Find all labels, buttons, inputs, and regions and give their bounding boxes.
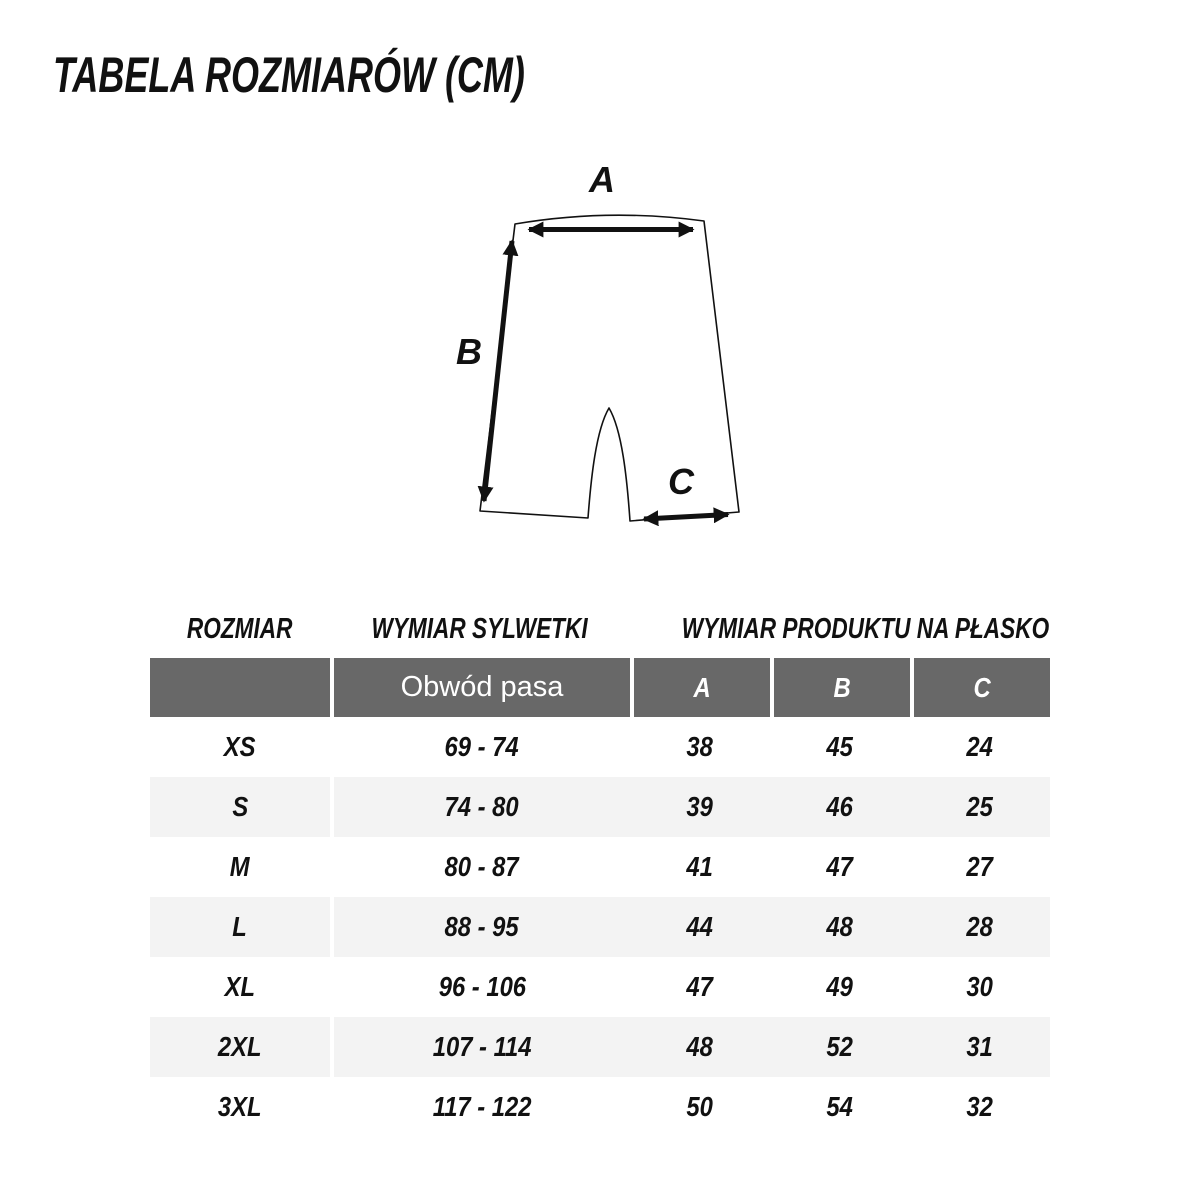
cell-size: L (150, 897, 330, 957)
subheader-waist: Obwód pasa (334, 658, 630, 717)
subheader-a: A (630, 658, 770, 717)
table-subheader-row (150, 658, 1050, 717)
table-row (150, 957, 1050, 1017)
diagram-label-b: B (456, 331, 482, 372)
cell-a: 50 (686, 1091, 714, 1122)
cell-c: 25 (966, 791, 994, 822)
diagram-label-a: A (589, 159, 615, 200)
table-row (150, 717, 1050, 777)
cell-size: 2XL (150, 1017, 330, 1077)
cell-size: M (230, 851, 250, 882)
cell-waist: 117 - 122 (432, 1091, 532, 1122)
table-group-header-row (150, 612, 1050, 646)
cell-c: 27 (966, 851, 994, 882)
cell-a: 44 (686, 911, 714, 942)
cell-c: 24 (966, 731, 994, 762)
shorts-outline (480, 215, 739, 521)
cell-waist: 74 - 80 (444, 791, 520, 822)
cell-waist: 96 - 106 (438, 971, 526, 1002)
table-row (150, 777, 1050, 837)
cell-a: 47 (686, 971, 714, 1002)
subheader-empty-cell (150, 658, 330, 717)
cell-b: 52 (826, 1031, 854, 1062)
cell-size: XL (224, 971, 256, 1002)
cell-a: 39 (686, 791, 714, 822)
cell-b: 45 (826, 731, 854, 762)
cell-b: 46 (826, 791, 854, 822)
page-title: TABELA ROZMIARÓW (CM) (53, 47, 525, 103)
cell-b: 47 (826, 851, 854, 882)
cell-size: S (150, 777, 330, 837)
cell-a: 38 (686, 731, 714, 762)
cell-b: 49 (826, 971, 854, 1002)
cell-size: 3XL (218, 1091, 262, 1122)
table-row (150, 1077, 1050, 1137)
cell-waist: 69 - 74 (444, 731, 520, 762)
cell-waist: 80 - 87 (444, 851, 520, 882)
cell-b: 54 (826, 1091, 854, 1122)
group-header-size: ROZMIAR (187, 613, 293, 645)
table-row (150, 837, 1050, 897)
table-row (150, 897, 1050, 957)
table-row (150, 1017, 1050, 1077)
diagram-label-c: C (668, 461, 694, 502)
shorts-diagram (430, 150, 790, 550)
subheader-c: C (910, 658, 1050, 717)
size-table (150, 612, 1050, 1137)
cell-c: 28 (966, 911, 994, 942)
cell-a: 48 (686, 1031, 714, 1062)
cell-waist: 107 - 114 (432, 1031, 532, 1062)
cell-size: XS (224, 731, 256, 762)
group-header-product: WYMIAR PRODUKTU NA PŁASKO (681, 613, 1050, 645)
cell-c: 30 (966, 971, 994, 1002)
cell-b: 48 (826, 911, 854, 942)
cell-c: 32 (966, 1091, 994, 1122)
cell-c: 31 (966, 1031, 994, 1062)
cell-waist: 88 - 95 (444, 911, 520, 942)
cell-a: 41 (686, 851, 714, 882)
subheader-b: B (770, 658, 910, 717)
group-header-body: WYMIAR SYLWETKI (371, 613, 589, 645)
